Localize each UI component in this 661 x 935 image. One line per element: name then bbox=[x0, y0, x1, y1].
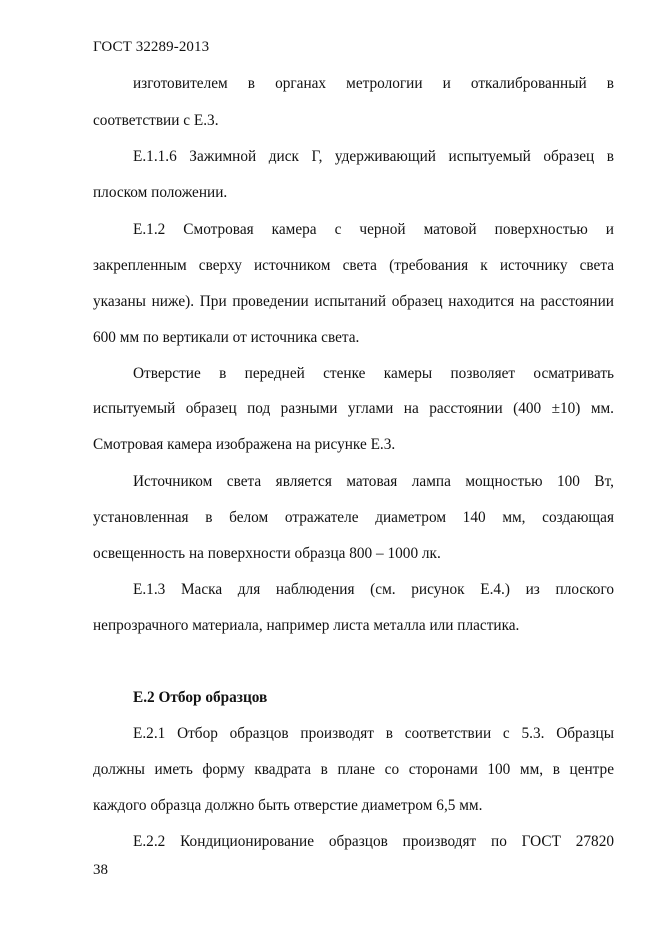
text-line: Е.1.2 Смотровая камера с черной матовой поверхностью и bbox=[133, 221, 614, 238]
text-line: каждого образца должно быть отверстие диаметром 6,5 мм. bbox=[93, 797, 483, 814]
text-line: освещенность на поверхности образца 800 – 1000 лк. bbox=[93, 545, 441, 562]
text-line: Е.1.1.6 Зажимной диск Г, удерживающий испытуемый образец в bbox=[133, 148, 614, 165]
text-line: соответствии с Е.3. bbox=[93, 112, 219, 129]
text-line: Источником света является матовая лампа мощностью 100 Вт, bbox=[133, 473, 614, 490]
text-line: испытуемый образец под разными углами на расстоянии (400 ±10) мм. bbox=[93, 400, 614, 417]
text-line: Е.1.3 Маска для наблюдения (см. рисунок Е.4.) из плоского bbox=[133, 581, 614, 598]
text-line: закрепленным сверху источником света (требования к источнику света bbox=[93, 257, 614, 274]
text-line: 600 мм по вертикали от источника света. bbox=[93, 329, 360, 346]
text-line: изготовителем в органах метрологии и откалиброванный в bbox=[133, 75, 614, 92]
document-header: ГОСТ 32289-2013 bbox=[93, 39, 210, 55]
text-line: Отверстие в передней стенке камеры позволяет осматривать bbox=[133, 365, 614, 382]
page-number: 38 bbox=[93, 862, 108, 878]
section-heading: Е.2 Отбор образцов bbox=[133, 689, 268, 706]
text-line: установленная в белом отражателе диаметром 140 мм, создающая bbox=[93, 509, 614, 526]
text-line: указаны ниже). При проведении испытаний образец находится на расстоянии bbox=[93, 293, 614, 310]
text-line: Е.2.2 Кондиционирование образцов производят по ГОСТ 27820 bbox=[133, 833, 614, 850]
text-line: непрозрачного материала, например листа металла или пластика. bbox=[93, 617, 520, 634]
text-line: должны иметь форму квадрата в плане со сторонами 100 мм, в центре bbox=[93, 761, 614, 778]
text-line: Смотровая камера изображена на рисунке Е.3. bbox=[93, 436, 396, 453]
text-line: Е.2.1 Отбор образцов производят в соответствии с 5.3. Образцы bbox=[133, 725, 614, 742]
text-line: плоском положении. bbox=[93, 184, 228, 201]
